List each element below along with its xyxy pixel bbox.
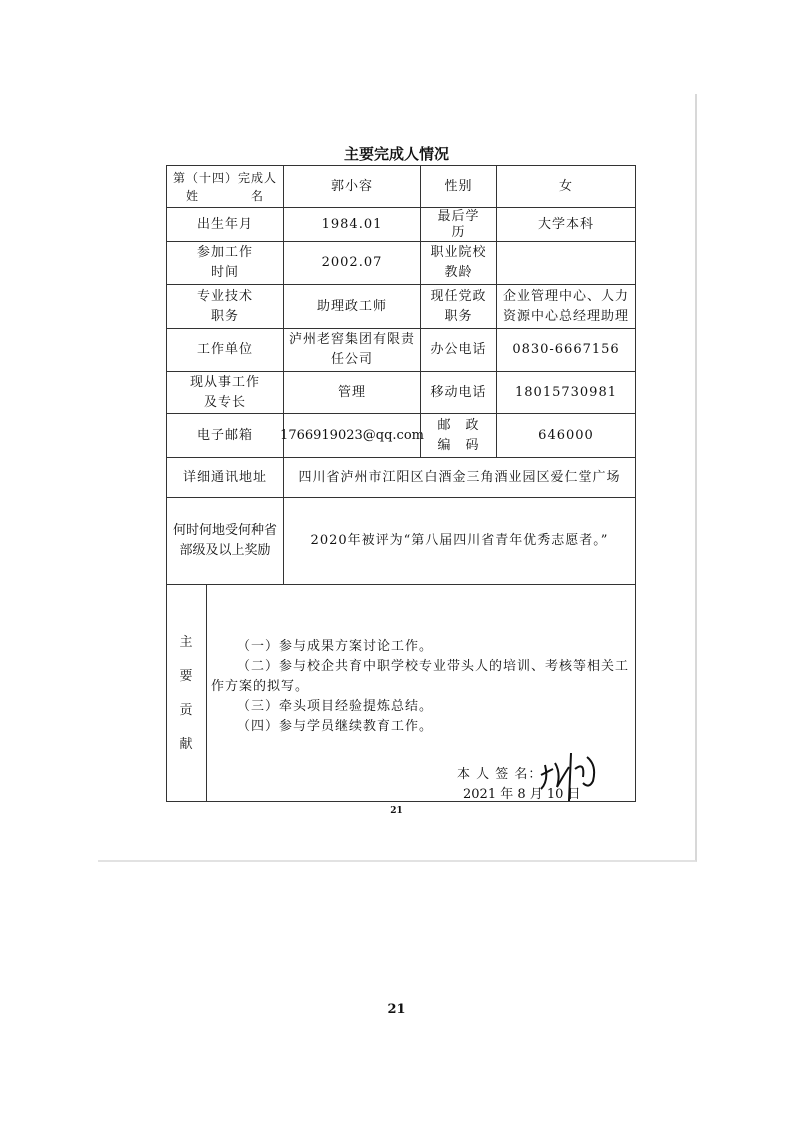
email-value: 1766919023@qq.com xyxy=(283,413,421,458)
contribution-label: 主 要 贡 献 xyxy=(166,584,207,802)
teaching-years-label: 职业院校教龄 xyxy=(420,241,497,285)
name-label: 第（十四）完成人 姓 名 xyxy=(166,165,284,208)
signature-label: 本 人 签 名： xyxy=(457,767,543,782)
job-label: 现从事工作及专长 xyxy=(166,371,284,414)
zip-label: 邮 政编 码 xyxy=(420,413,497,458)
inner-page-number: 21 xyxy=(390,806,403,816)
tech-title-value: 助理政工师 xyxy=(283,284,421,329)
signature-date: 2021 年 8 月 10 日 xyxy=(463,787,581,802)
teaching-years-value xyxy=(496,241,636,285)
contribution-item: （二）参与校企共育中职学校专业带头人的培训、考核等相关工作方案的拟写。 xyxy=(211,659,630,694)
mobile-label: 移动电话 xyxy=(420,371,497,414)
birth-label: 出生年月 xyxy=(166,207,284,242)
email-label: 电子邮箱 xyxy=(166,413,284,458)
address-value: 四川省泸州市江阳区白酒金三角酒业园区爱仁堂广场 xyxy=(283,457,636,498)
award-label: 何时何地受何种省部级及以上奖励 xyxy=(166,497,284,585)
education-label: 最后学历 xyxy=(420,207,497,242)
job-value: 管理 xyxy=(283,371,421,414)
zip-value: 646000 xyxy=(496,413,636,458)
birth-value: 1984.01 xyxy=(283,207,421,242)
mobile-value: 18015730981 xyxy=(496,371,636,414)
contribution-item: （四）参与学员继续教育工作。 xyxy=(237,719,434,734)
page-number: 21 xyxy=(387,1002,406,1017)
address-label: 详细通讯地址 xyxy=(166,457,284,498)
contribution-item: （三）牵头项目经验提炼总结。 xyxy=(237,699,434,714)
tech-title-label: 专业技术职务 xyxy=(166,284,284,329)
gender-label: 性别 xyxy=(420,165,497,208)
post-value: 企业管理中心、人力资源中心总经理助理 xyxy=(496,284,636,329)
unit-label: 工作单位 xyxy=(166,328,284,372)
work-start-label: 参加工作时间 xyxy=(166,241,284,285)
office-phone-label: 办公电话 xyxy=(420,328,497,372)
education-value: 大学本科 xyxy=(496,207,636,242)
office-phone-value: 0830-6667156 xyxy=(496,328,636,372)
award-value: 2020年被评为“第八届四川省青年优秀志愿者。” xyxy=(283,497,636,585)
work-start-value: 2002.07 xyxy=(283,241,421,285)
gender-value: 女 xyxy=(496,165,636,208)
contribution-content xyxy=(206,584,636,802)
contribution-item: （一）参与成果方案讨论工作。 xyxy=(237,639,434,654)
unit-value: 泸州老窖集团有限责任公司 xyxy=(283,328,421,372)
post-label: 现任党政职务 xyxy=(420,284,497,329)
page-title: 主要完成人情况 xyxy=(343,145,449,163)
name-value: 郭小容 xyxy=(283,165,421,208)
